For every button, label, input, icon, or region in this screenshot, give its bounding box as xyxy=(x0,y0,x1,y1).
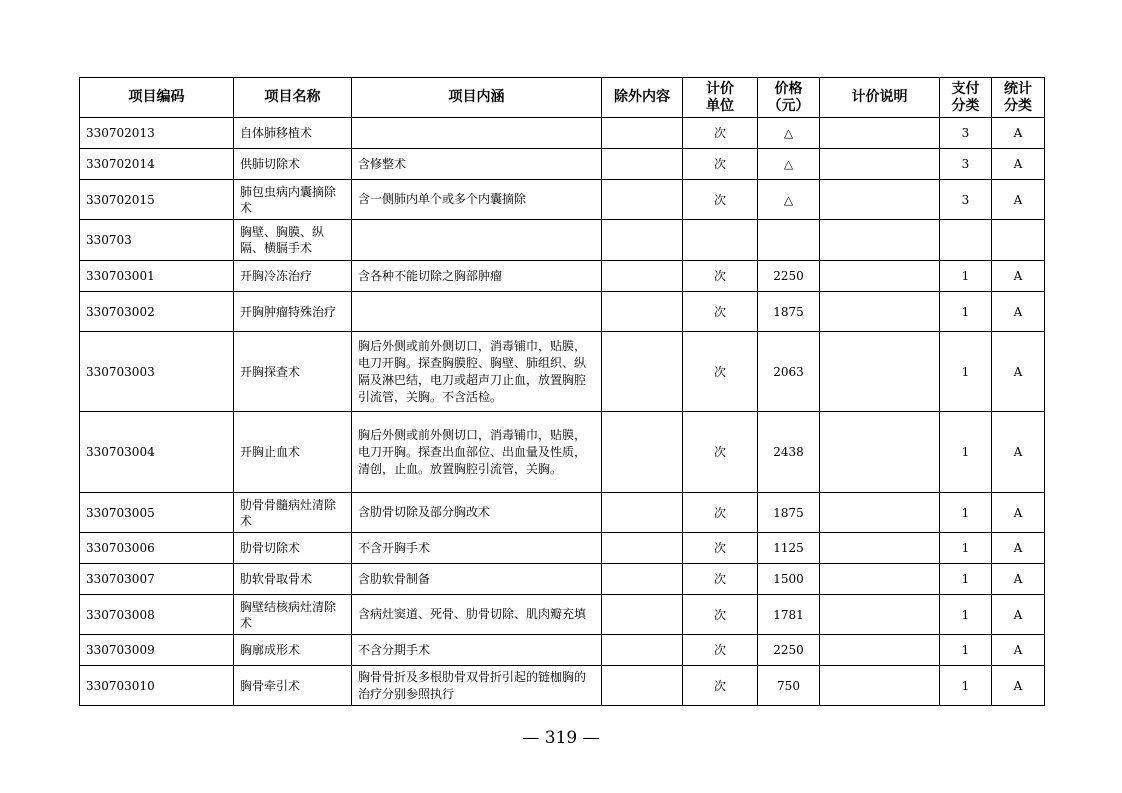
cell-name: 肺包虫病内囊摘除术 xyxy=(234,180,352,220)
cell-exclusion xyxy=(602,493,683,533)
cell-name: 供肺切除术 xyxy=(234,149,352,180)
cell-payment: 3 xyxy=(940,118,992,149)
cell-stat xyxy=(992,220,1045,261)
cell-stat: A xyxy=(992,149,1045,180)
cell-payment: 1 xyxy=(940,332,992,412)
cell-name: 开胸止血术 xyxy=(234,412,352,493)
cell-stat: A xyxy=(992,666,1045,706)
table-row xyxy=(80,412,1045,493)
cell-note xyxy=(820,635,940,666)
cell-exclusion xyxy=(602,635,683,666)
cell-price: 2250 xyxy=(758,261,820,292)
cell-stat: A xyxy=(992,292,1045,332)
cell-code: 330703007 xyxy=(80,564,234,595)
table-header-row xyxy=(80,78,1045,118)
cell-name: 开胸肿瘤特殊治疗 xyxy=(234,292,352,332)
cell-payment: 1 xyxy=(940,292,992,332)
cell-stat: A xyxy=(992,118,1045,149)
cell-code: 330702013 xyxy=(80,118,234,149)
table-row xyxy=(80,292,1045,332)
cell-content: 含肋软骨制备 xyxy=(352,564,602,595)
header-price: 价格 （元） xyxy=(758,78,820,118)
cell-price: △ xyxy=(758,118,820,149)
cell-stat: A xyxy=(992,493,1045,533)
table-row xyxy=(80,564,1045,595)
cell-note xyxy=(820,595,940,635)
cell-exclusion xyxy=(602,261,683,292)
cell-unit: 次 xyxy=(683,564,758,595)
cell-price: 1875 xyxy=(758,493,820,533)
cell-stat: A xyxy=(992,533,1045,564)
cell-unit: 次 xyxy=(683,180,758,220)
cell-content: 胸后外侧或前外侧切口，消毒铺巾，贴膜，电刀开胸。探查胸膜腔、胸壁、肺组织、纵隔及淋巴结，电刀或超声刀止血，放置胸腔引流管，关胸。不含活检。 xyxy=(352,332,602,412)
cell-exclusion xyxy=(602,292,683,332)
cell-content xyxy=(352,292,602,332)
cell-price: 750 xyxy=(758,666,820,706)
cell-price: 1781 xyxy=(758,595,820,635)
header-exclusion: 除外内容 xyxy=(602,78,683,118)
cell-content: 含修整术 xyxy=(352,149,602,180)
cell-note xyxy=(820,220,940,261)
cell-name: 胸壁、胸膜、纵隔、横膈手术 xyxy=(234,220,352,261)
cell-price: 2438 xyxy=(758,412,820,493)
cell-note xyxy=(820,180,940,220)
cell-code: 330702015 xyxy=(80,180,234,220)
page-number: — 319 — xyxy=(522,728,600,748)
cell-unit: 次 xyxy=(683,118,758,149)
cell-note xyxy=(820,332,940,412)
cell-name: 肋软骨取骨术 xyxy=(234,564,352,595)
cell-price: 1500 xyxy=(758,564,820,595)
header-unit: 计价 单位 xyxy=(683,78,758,118)
cell-unit: 次 xyxy=(683,412,758,493)
cell-content: 胸后外侧或前外侧切口，消毒铺巾，贴膜，电刀开胸。探查出血部位、出血量及性质，清创，止血。放置胸腔引流管，关胸。 xyxy=(352,412,602,493)
header-content: 项目内涵 xyxy=(352,78,602,118)
cell-code: 330703005 xyxy=(80,493,234,533)
cell-note xyxy=(820,412,940,493)
table-row xyxy=(80,595,1045,635)
cell-exclusion xyxy=(602,564,683,595)
cell-payment: 1 xyxy=(940,261,992,292)
table-row xyxy=(80,220,1045,261)
cell-payment: 1 xyxy=(940,533,992,564)
cell-note xyxy=(820,292,940,332)
cell-exclusion xyxy=(602,220,683,261)
cell-exclusion xyxy=(602,666,683,706)
header-code: 项目编码 xyxy=(80,78,234,118)
cell-exclusion xyxy=(602,533,683,564)
cell-code: 330703003 xyxy=(80,332,234,412)
cell-payment: 1 xyxy=(940,564,992,595)
cell-payment: 1 xyxy=(940,635,992,666)
table-row xyxy=(80,332,1045,412)
table-row xyxy=(80,180,1045,220)
table-row xyxy=(80,635,1045,666)
cell-unit: 次 xyxy=(683,595,758,635)
cell-exclusion xyxy=(602,595,683,635)
cell-name: 肋骨切除术 xyxy=(234,533,352,564)
cell-payment: 1 xyxy=(940,666,992,706)
cell-unit: 次 xyxy=(683,332,758,412)
header-name: 项目名称 xyxy=(234,78,352,118)
cell-note xyxy=(820,666,940,706)
cell-payment: 1 xyxy=(940,493,992,533)
cell-unit: 次 xyxy=(683,261,758,292)
cell-code: 330703008 xyxy=(80,595,234,635)
cell-content: 含各种不能切除之胸部肿瘤 xyxy=(352,261,602,292)
cell-stat: A xyxy=(992,332,1045,412)
cell-code: 330703004 xyxy=(80,412,234,493)
cell-exclusion xyxy=(602,118,683,149)
cell-content: 不含分期手术 xyxy=(352,635,602,666)
cell-content: 含肋骨切除及部分胸改术 xyxy=(352,493,602,533)
header-payment: 支付 分类 xyxy=(940,78,992,118)
cell-payment: 3 xyxy=(940,149,992,180)
cell-name: 开胸冷冻治疗 xyxy=(234,261,352,292)
cell-unit: 次 xyxy=(683,149,758,180)
table-row xyxy=(80,666,1045,706)
cell-code: 330703001 xyxy=(80,261,234,292)
cell-unit xyxy=(683,220,758,261)
cell-name: 胸壁结核病灶清除术 xyxy=(234,595,352,635)
cell-note xyxy=(820,493,940,533)
table-body xyxy=(80,118,1045,706)
cell-stat: A xyxy=(992,180,1045,220)
cell-code: 330703009 xyxy=(80,635,234,666)
cell-content: 含一侧肺内单个或多个内囊摘除 xyxy=(352,180,602,220)
cell-price: 1125 xyxy=(758,533,820,564)
cell-code: 330703002 xyxy=(80,292,234,332)
cell-stat: A xyxy=(992,564,1045,595)
cell-content: 含病灶窦道、死骨、肋骨切除、肌肉瓣充填 xyxy=(352,595,602,635)
cell-stat: A xyxy=(992,261,1045,292)
cell-payment xyxy=(940,220,992,261)
cell-name: 肋骨骨髓病灶清除术 xyxy=(234,493,352,533)
table-row xyxy=(80,533,1045,564)
cell-name: 胸廓成形术 xyxy=(234,635,352,666)
cell-code: 330703010 xyxy=(80,666,234,706)
cell-unit: 次 xyxy=(683,292,758,332)
cell-name: 开胸探查术 xyxy=(234,332,352,412)
cell-note xyxy=(820,533,940,564)
cell-payment: 1 xyxy=(940,595,992,635)
cell-content xyxy=(352,118,602,149)
cell-price: △ xyxy=(758,180,820,220)
fee-schedule-table xyxy=(79,77,1045,706)
cell-name: 胸骨牵引术 xyxy=(234,666,352,706)
cell-exclusion xyxy=(602,332,683,412)
cell-note xyxy=(820,564,940,595)
cell-note xyxy=(820,118,940,149)
cell-exclusion xyxy=(602,180,683,220)
cell-stat: A xyxy=(992,595,1045,635)
cell-name: 自体肺移植术 xyxy=(234,118,352,149)
cell-payment: 3 xyxy=(940,180,992,220)
header-note: 计价说明 xyxy=(820,78,940,118)
table-row xyxy=(80,118,1045,149)
cell-price: 1875 xyxy=(758,292,820,332)
table-row xyxy=(80,261,1045,292)
cell-code: 330702014 xyxy=(80,149,234,180)
cell-price: 2063 xyxy=(758,332,820,412)
header-stat: 统计 分类 xyxy=(992,78,1045,118)
cell-unit: 次 xyxy=(683,666,758,706)
cell-price: △ xyxy=(758,149,820,180)
cell-content xyxy=(352,220,602,261)
cell-content: 胸骨骨折及多根肋骨双骨折引起的链枷胸的治疗分别参照执行 xyxy=(352,666,602,706)
cell-payment: 1 xyxy=(940,412,992,493)
cell-stat: A xyxy=(992,635,1045,666)
cell-exclusion xyxy=(602,149,683,180)
cell-price xyxy=(758,220,820,261)
cell-note xyxy=(820,149,940,180)
cell-unit: 次 xyxy=(683,533,758,564)
table-row xyxy=(80,493,1045,533)
table-row xyxy=(80,149,1045,180)
cell-code: 330703006 xyxy=(80,533,234,564)
cell-code: 330703 xyxy=(80,220,234,261)
cell-stat: A xyxy=(992,412,1045,493)
cell-content: 不含开胸手术 xyxy=(352,533,602,564)
cell-unit: 次 xyxy=(683,493,758,533)
cell-note xyxy=(820,261,940,292)
cell-exclusion xyxy=(602,412,683,493)
cell-unit: 次 xyxy=(683,635,758,666)
cell-price: 2250 xyxy=(758,635,820,666)
